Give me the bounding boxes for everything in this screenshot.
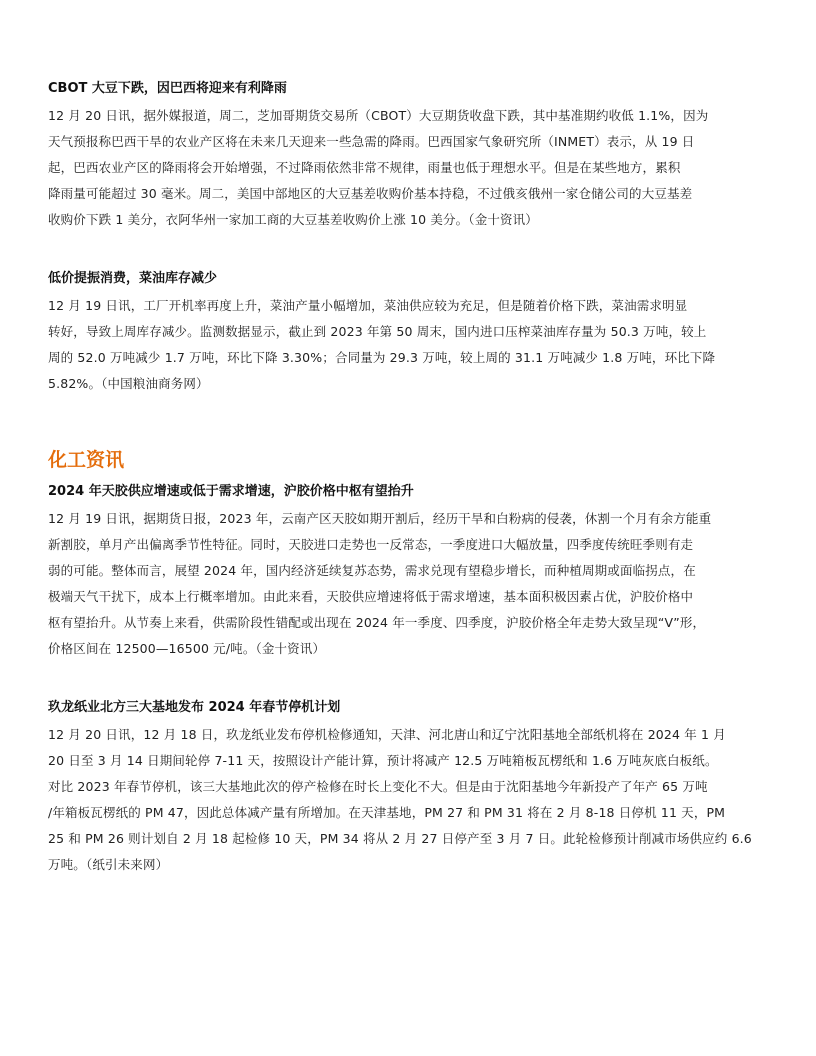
article-rapeseed-oil (48, 270, 772, 397)
section-title: 化工资讯 (48, 449, 125, 471)
article-body-line: 5.82%。（中国粮油商务网） (48, 376, 209, 391)
article-body-line: 极端天气干扰下，成本上行概率增加。由此来看，天胶供应增速将低于需求增速，基本面积极因素占优，沪胶价格中 (48, 589, 694, 604)
article-body-line: 收购价下跌 1 美分，衣阿华州一家加工商的大豆基差收购价上涨 10 美分。（金十资讯） (48, 212, 538, 227)
article-body-line: 价格区间在 12500—16500 元/吨。（金十资讯） (48, 641, 326, 656)
article-nine-dragons-paper (48, 699, 772, 878)
article-body-line: 天气预报称巴西干旱的农业产区将在未来几天迎来一些急需的降雨。巴西国家气象研究所（INMET）表示，从 19 日 (48, 134, 695, 149)
article-headline: 玖龙纸业北方三大基地发布 2024 年春节停机计划 (48, 700, 341, 715)
article-natural-rubber (48, 483, 772, 662)
article-body-line: 枢有望抬升。从节奏上来看，供需阶段性错配或出现在 2024 年一季度、四季度，沪胶价格全年走势大致呈现“V”形， (48, 615, 706, 630)
article-body-line: 12 月 20 日讯，据外媒报道，周二，芝加哥期货交易所（CBOT）大豆期货收盘下跌，其中基准期约收低 1.1%，因为 (48, 108, 709, 123)
article-body-line: /年箱板瓦楞纸的 PM 47，因此总体减产量有所增加。在天津基地，PM 27 和 PM 31 将在 2 月 8-18 日停机 11 天，PM (48, 805, 726, 820)
article-body-line: 12 月 20 日讯，12 月 18 日，玖龙纸业发布停机检修通知，天津、河北唐山和辽宁沈阳基地全部纸机将在 2024 年 1 月 (48, 727, 726, 742)
article-headline: 低价提振消费，菜油库存减少 (48, 271, 218, 286)
article-body-line: 新割胶，单月产出偏离季节性特征。同时，天胶进口走势也一反常态，一季度进口大幅放量，四季度传统旺季则有走 (48, 537, 694, 552)
article-cbot-soybean (48, 80, 772, 233)
article-body-line: 起，巴西农业产区的降雨将会开始增强，不过降雨依然非常不规律，雨量也低于理想水平。但是在某些地方，累积 (48, 160, 681, 175)
article-body-line: 周的 52.0 万吨减少 1.7 万吨，环比下降 3.30%；合同量为 29.3 万吨，较上周的 31.1 万吨减少 1.8 万吨，环比下降 (48, 350, 716, 365)
article-headline: CBOT 大豆下跌，因巴西将迎来有利降雨 (48, 81, 287, 96)
article-body-line: 12 月 19 日讯，据期货日报，2023 年，云南产区天胶如期开割后，经历干旱和白粉病的侵袭，休割一个月有余方能重 (48, 511, 712, 526)
article-body-line: 12 月 19 日讯，工厂开机率再度上升，菜油产量小幅增加，菜油供应较为充足，但是随着价格下跌，菜油需求明显 (48, 298, 688, 313)
article-body-line: 转好，导致上周库存减少。监测数据显示，截止到 2023 年第 50 周末，国内进口压榨菜油库存量为 50.3 万吨，较上 (48, 324, 707, 339)
article-body-line: 弱的可能。整体而言，展望 2024 年，国内经济延续复苏态势，需求兑现有望稳步增长，而种植周期或面临拐点，在 (48, 563, 696, 578)
article-body-line: 降雨量可能超过 30 毫米。周二，美国中部地区的大豆基差收购价基本持稳，不过俄亥俄州一家仓储公司的大豆基差 (48, 186, 693, 201)
article-body-line: 对比 2023 年春节停机，该三大基地此次的停产检修在时长上变化不大。但是由于沈阳基地今年新投产了年产 65 万吨 (48, 779, 708, 794)
article-body-line: 20 日至 3 月 14 日期间轮停 7-11 天，按照设计产能计算，预计将减产 12.5 万吨箱板瓦楞纸和 1.6 万吨灰底白板纸。 (48, 753, 718, 768)
article-headline: 2024 年天胶供应增速或低于需求增速，沪胶价格中枢有望抬升 (48, 484, 414, 499)
article-body-line: 万吨。（纸引未来网） (48, 857, 169, 872)
article-body-line: 25 和 PM 26 则计划自 2 月 18 起检修 10 天，PM 34 将从 2 月 27 日停产至 3 月 7 日。此轮检修预计削减市场供应约 6.6 (48, 831, 752, 846)
